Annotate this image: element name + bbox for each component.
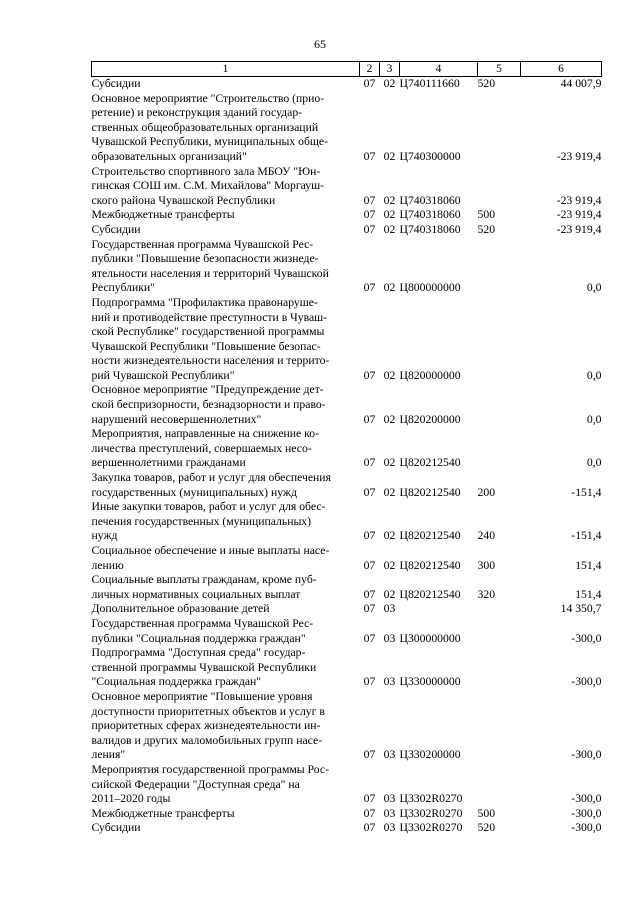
row-subsection: 02 [383, 222, 396, 236]
row-name [92, 471, 360, 500]
row-amount: 151,4 [575, 587, 602, 601]
row-name-line: Чувашской Республики "Повышение безопас- [91, 339, 321, 353]
table-row [92, 383, 602, 427]
table-row [92, 807, 602, 822]
row-name-line: Социальное обеспечение и иные выплаты насе- [91, 544, 330, 557]
row-expense-type [478, 165, 521, 209]
row-section: 07 [363, 631, 376, 645]
table-row [92, 690, 602, 763]
column-header-amount: 6 [521, 62, 602, 77]
row-section: 07 [363, 149, 376, 163]
page-number: 65 [314, 37, 326, 51]
budget-table [91, 61, 602, 836]
row-name-line: Основное мероприятие "Предупреждение дет- [91, 383, 324, 397]
row-expense-type [478, 602, 521, 617]
row-amount: 0,0 [586, 412, 602, 426]
row-amount: -300,0 [571, 748, 602, 762]
row-amount: 0,0 [586, 456, 602, 470]
row-amount: 0,0 [586, 281, 602, 295]
row-name [92, 573, 360, 602]
row-subsection: 03 [383, 792, 396, 806]
row-name [92, 223, 360, 238]
row-section: 07 [363, 222, 376, 236]
row-subsection: 02 [383, 368, 396, 382]
row-name-line: личества преступлений, совершаемых несо- [91, 441, 312, 455]
row-name [92, 821, 360, 836]
row-name [92, 238, 360, 296]
row-name [92, 165, 360, 209]
row-amount: -23 919,4 [556, 193, 602, 207]
table-row [92, 92, 602, 165]
row-name-line: доступности приоритетных объектов и услуг в [91, 704, 325, 718]
row-section: 07 [363, 77, 376, 90]
row-name-line: печения государственных (муниципальных) [91, 514, 312, 528]
table-row [92, 77, 602, 92]
row-amount: 14 350,7 [560, 602, 602, 616]
row-name-line: валидов и других маломобильных групп насе- [91, 733, 323, 747]
row-name-line: ского района Чувашской Республики [91, 193, 276, 207]
row-name-line: образовательных организаций" [91, 149, 247, 163]
row-target-article: Ц820200000 [399, 412, 461, 426]
row-subsection: 03 [383, 806, 396, 820]
row-expense-type [478, 383, 521, 427]
row-name [92, 427, 360, 471]
row-name-line: Государственная программа Чувашской Рес- [91, 237, 314, 251]
row-expense-type: 520 [477, 821, 496, 835]
row-amount: 151,4 [575, 558, 602, 572]
row-expense-type [478, 763, 521, 807]
row-target-article: Ц820212540 [399, 529, 461, 543]
row-name-line: вершеннолетними гражданами [91, 456, 246, 470]
row-name-line: 2011–2020 годы [91, 792, 171, 806]
row-name [92, 763, 360, 807]
row-name [92, 92, 360, 165]
row-name [92, 383, 360, 427]
row-section: 07 [363, 587, 376, 601]
row-target-article: Ц3302R0270 [399, 806, 463, 820]
table-row [92, 821, 602, 836]
table-row [92, 617, 602, 646]
row-expense-type: 240 [477, 529, 496, 543]
row-expense-type [478, 646, 521, 690]
row-target-article: Ц330000000 [399, 675, 461, 689]
row-section: 07 [363, 821, 376, 835]
row-section: 07 [363, 485, 376, 499]
row-section: 07 [363, 281, 376, 295]
row-name-line: приоритетных сферах жизнедеятельности ин- [91, 719, 321, 733]
row-name-line: публики "Социальная поддержка граждан" [91, 631, 306, 645]
row-name [92, 617, 360, 646]
row-amount: -300,0 [571, 675, 602, 689]
row-name-line: ской беспризорности, безнадзорности и право- [91, 398, 326, 412]
table-row [92, 500, 602, 544]
row-target-article: Ц740300000 [399, 149, 461, 163]
row-section: 07 [363, 368, 376, 382]
row-name [92, 602, 360, 617]
row-section: 07 [363, 602, 376, 616]
row-amount: -23 919,4 [556, 208, 602, 222]
table-row [92, 573, 602, 602]
row-expense-type: 300 [477, 558, 496, 572]
row-name [92, 500, 360, 544]
table-body [92, 77, 602, 836]
table-row [92, 223, 602, 238]
row-subsection: 02 [383, 587, 396, 601]
row-name-line: ности жизнедеятельности населения и террито- [91, 354, 330, 368]
row-name-line: нужд [91, 529, 118, 543]
row-name-line: Дополнительное образование детей [91, 602, 270, 616]
row-name-line: ретение) и реконструкция зданий государ- [91, 106, 303, 120]
row-section: 07 [363, 558, 376, 572]
row-amount: 44 007,9 [560, 77, 602, 90]
row-name-line: ственной программы Чувашской Республики [91, 660, 317, 674]
row-name-line: Чувашской Республики, муниципальных обще- [91, 135, 328, 149]
row-target-article: Ц820212540 [399, 558, 461, 572]
row-subsection: 02 [383, 456, 396, 470]
row-amount: -300,0 [571, 821, 602, 835]
row-target-article: Ц740318060 [399, 193, 461, 207]
row-section: 07 [363, 208, 376, 222]
table-row [92, 602, 602, 617]
column-header-subsection: 3 [380, 62, 400, 77]
table-row [92, 427, 602, 471]
table-row [92, 238, 602, 296]
column-header-section: 2 [360, 62, 380, 77]
row-name [92, 296, 360, 384]
row-name-line: Социальные выплаты гражданам, кроме пуб- [91, 573, 317, 587]
row-subsection: 03 [383, 631, 396, 645]
row-name-line: Межбюджетные трансферты [91, 806, 235, 820]
row-expense-type [478, 690, 521, 763]
row-name-line: Основное мероприятие "Строительство (прио- [91, 91, 325, 105]
row-name-line: ственных общеобразовательных организаций [91, 120, 319, 134]
row-name-line: сийской Федерации "Доступная среда" на [91, 777, 300, 791]
row-subsection: 02 [383, 558, 396, 572]
row-subsection: 02 [383, 281, 396, 295]
row-name-line: Подпрограмма "Доступная среда" государ- [91, 646, 306, 660]
row-amount: -300,0 [571, 806, 602, 820]
row-name-line: Межбюджетные трансферты [91, 208, 235, 222]
row-target-article: Ц3302R0270 [399, 821, 463, 835]
row-section: 07 [363, 456, 376, 470]
table-row [92, 763, 602, 807]
row-amount: -300,0 [571, 792, 602, 806]
table-row [92, 296, 602, 384]
row-name-line: Закупка товаров, работ и услуг для обеспечения [91, 471, 331, 485]
table-row [92, 208, 602, 223]
row-name-line: Субсидии [91, 821, 141, 835]
column-number-row [92, 62, 602, 77]
row-expense-type [478, 296, 521, 384]
row-section: 07 [363, 529, 376, 543]
row-amount: -23 919,4 [556, 222, 602, 236]
row-section: 07 [363, 748, 376, 762]
row-amount: -151,4 [571, 529, 602, 543]
row-subsection: 02 [383, 412, 396, 426]
row-subsection: 02 [383, 208, 396, 222]
row-subsection: 03 [383, 821, 396, 835]
row-name [92, 77, 360, 92]
row-section: 07 [363, 193, 376, 207]
row-name-line: Основное мероприятие "Повышение уровня [91, 689, 313, 703]
table-row [92, 646, 602, 690]
table-row [92, 165, 602, 209]
row-expense-type: 520 [477, 222, 496, 236]
row-target-article: Ц740318060 [399, 208, 461, 222]
row-target-article: Ц300000000 [399, 631, 461, 645]
row-name-line: "Социальная поддержка граждан" [91, 675, 262, 689]
row-name [92, 544, 360, 573]
row-name-line: ний и противодействие преступности в Чуваш- [91, 310, 328, 324]
row-name-line: государственных (муниципальных) нужд [91, 485, 297, 499]
row-target-article: Ц820212540 [399, 456, 461, 470]
row-section: 07 [363, 412, 376, 426]
row-amount: -151,4 [571, 485, 602, 499]
row-section: 07 [363, 792, 376, 806]
row-name [92, 646, 360, 690]
row-section: 07 [363, 675, 376, 689]
row-subsection: 03 [383, 748, 396, 762]
row-name-line: ятельности населения и территорий Чувашской [91, 266, 329, 280]
row-expense-type: 500 [477, 806, 496, 820]
row-subsection: 02 [383, 529, 396, 543]
row-amount: -23 919,4 [556, 149, 602, 163]
row-name-line: гинская СОШ им. С.М. Михайлова" Моргауш- [91, 179, 324, 193]
row-name-line: публики "Повышение безопасности жизнеде- [91, 252, 319, 266]
row-amount: -300,0 [571, 631, 602, 645]
row-section: 07 [363, 806, 376, 820]
row-subsection: 02 [383, 149, 396, 163]
row-target-article: Ц330200000 [399, 748, 461, 762]
row-name-line: Мероприятия государственной программы Рос- [91, 762, 329, 776]
row-name-line: Субсидии [91, 222, 141, 236]
row-expense-type [478, 427, 521, 471]
column-header-name: 1 [92, 62, 360, 77]
row-name-line: Мероприятия, направленные на снижение ко- [91, 427, 319, 441]
row-expense-type [478, 238, 521, 296]
row-subsection: 02 [383, 77, 396, 90]
row-subsection: 03 [383, 602, 396, 616]
row-name [92, 208, 360, 223]
row-expense-type: 500 [477, 208, 496, 222]
row-name-line: лению [91, 558, 124, 572]
row-expense-type: 200 [477, 485, 496, 499]
row-name-line: Строительство спортивного зала МБОУ "Юн- [91, 164, 321, 178]
row-subsection: 02 [383, 193, 396, 207]
row-name-line: ления" [91, 748, 126, 762]
row-target-article: Ц3302R0270 [399, 792, 463, 806]
table-header [92, 62, 602, 77]
table-row [92, 544, 602, 573]
row-name-line: Иные закупки товаров, работ и услуг для обес- [91, 500, 326, 514]
row-name-line: нарушений несовершеннолетних" [91, 412, 262, 426]
row-amount: 0,0 [586, 368, 602, 382]
row-expense-type [478, 617, 521, 646]
row-target-article: Ц740111660 [399, 77, 460, 90]
row-target-article: Ц800000000 [399, 281, 461, 295]
row-name-line: Республики" [91, 281, 155, 295]
row-subsection: 02 [383, 485, 396, 499]
row-target-article: Ц820212540 [399, 587, 461, 601]
row-target-article: Ц820000000 [399, 368, 461, 382]
row-target-article [400, 602, 478, 617]
column-header-expense-type: 5 [478, 62, 521, 77]
row-name-line: Субсидии [91, 77, 141, 90]
row-name-line: ской Республике" государственной программы [91, 325, 325, 339]
row-expense-type: 320 [477, 587, 496, 601]
row-name-line: рий Чувашской Республики" [91, 368, 235, 382]
row-name [92, 807, 360, 822]
row-subsection: 03 [383, 675, 396, 689]
row-expense-type: 520 [477, 77, 496, 90]
row-name-line: Государственная программа Чувашской Рес- [91, 616, 314, 630]
column-header-target-article: 4 [400, 62, 478, 77]
table-row [92, 471, 602, 500]
row-expense-type [478, 92, 521, 165]
row-target-article: Ц820212540 [399, 485, 461, 499]
row-target-article: Ц740318060 [399, 222, 461, 236]
row-name-line: Подпрограмма "Профилактика правонаруше- [91, 295, 318, 309]
row-name-line: личных нормативных социальных выплат [91, 587, 301, 601]
row-name [92, 690, 360, 763]
